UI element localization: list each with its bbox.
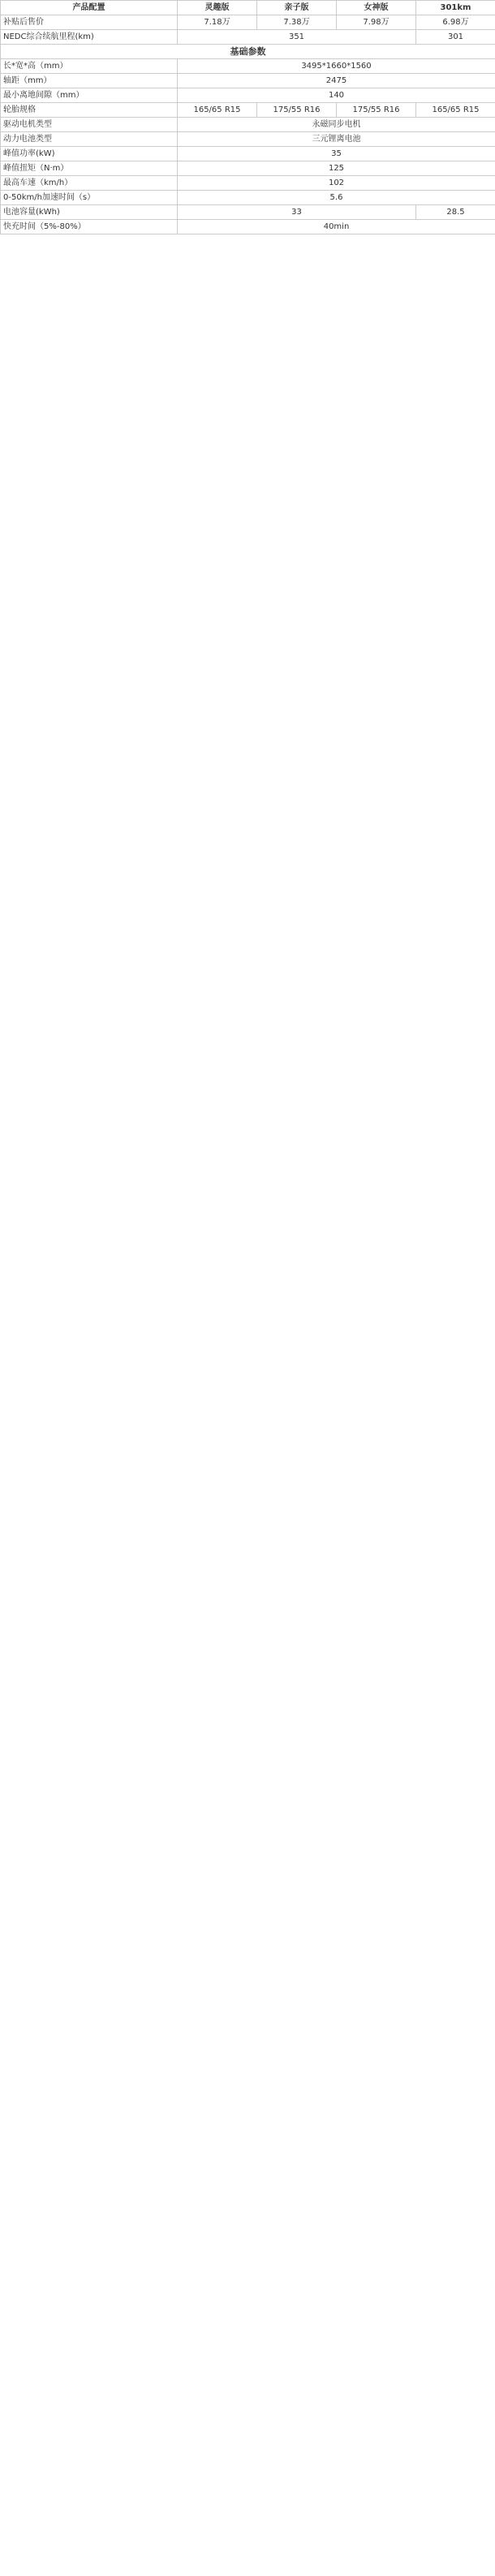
row-label: 补贴后售价 — [1, 15, 178, 30]
trim-header: 灵趣版 — [178, 1, 257, 15]
spec-row — [1, 191, 495, 205]
cell-value: 175/55 R16 — [257, 103, 337, 118]
row-label: 快充时间（5%-80%） — [1, 220, 178, 234]
spec-row — [1, 118, 495, 132]
row-label: 峰值扭矩（N·m） — [1, 161, 178, 176]
spec-row — [1, 132, 495, 147]
trim-header: 亲子版 — [257, 1, 337, 15]
trim-header: 女神版 — [337, 1, 416, 15]
cell-value: 7.38万 — [257, 15, 337, 30]
cell-value: 2475 — [178, 74, 495, 88]
cell-value: 6.98万 — [416, 15, 495, 30]
row-label: 轴距（mm） — [1, 74, 178, 88]
row-label: 最高车速（km/h） — [1, 176, 178, 191]
cell-value: 3495*1660*1560 — [178, 59, 495, 74]
spec-row — [1, 88, 495, 103]
config-header: 产品配置 — [1, 1, 178, 15]
cell-value: 102 — [178, 176, 495, 191]
row-label: 长*宽*高（mm） — [1, 59, 178, 74]
row-label: NEDC综合续航里程(km) — [1, 30, 178, 45]
cell-value: 351 — [178, 30, 416, 45]
section-row — [1, 45, 495, 59]
row-label: 电池容量(kWh) — [1, 205, 178, 220]
cell-value: 5.6 — [178, 191, 495, 205]
cell-value: 永磁同步电机 — [178, 118, 495, 132]
section-title: 基础参数 — [1, 45, 495, 59]
cell-value: 7.18万 — [178, 15, 257, 30]
row-label: 峰值功率(kW) — [1, 147, 178, 161]
spec-table — [0, 0, 495, 234]
cell-value: 125 — [178, 161, 495, 176]
cell-value: 28.5 — [416, 205, 495, 220]
cell-value: 40min — [178, 220, 495, 234]
spec-row — [1, 205, 495, 220]
spec-row — [1, 103, 495, 118]
spec-row — [1, 74, 495, 88]
spec-row — [1, 59, 495, 74]
cell-value: 165/65 R15 — [178, 103, 257, 118]
price-row — [1, 15, 495, 30]
cell-value: 140 — [178, 88, 495, 103]
cell-value: 7.98万 — [337, 15, 416, 30]
range-row — [1, 30, 495, 45]
trim-header: 301km — [416, 1, 495, 15]
row-label: 最小离地间隙（mm） — [1, 88, 178, 103]
cell-value: 175/55 R16 — [337, 103, 416, 118]
row-label: 轮胎规格 — [1, 103, 178, 118]
spec-row — [1, 176, 495, 191]
header-row — [1, 1, 495, 15]
spec-row — [1, 147, 495, 161]
row-label: 动力电池类型 — [1, 132, 178, 147]
row-label: 0-50km/h加速时间（s） — [1, 191, 178, 205]
cell-value: 33 — [178, 205, 416, 220]
cell-value: 165/65 R15 — [416, 103, 495, 118]
cell-value: 301 — [416, 30, 495, 45]
row-label: 驱动电机类型 — [1, 118, 178, 132]
cell-value: 三元锂离电池 — [178, 132, 495, 147]
spec-row — [1, 220, 495, 234]
cell-value: 35 — [178, 147, 495, 161]
spec-row — [1, 161, 495, 176]
